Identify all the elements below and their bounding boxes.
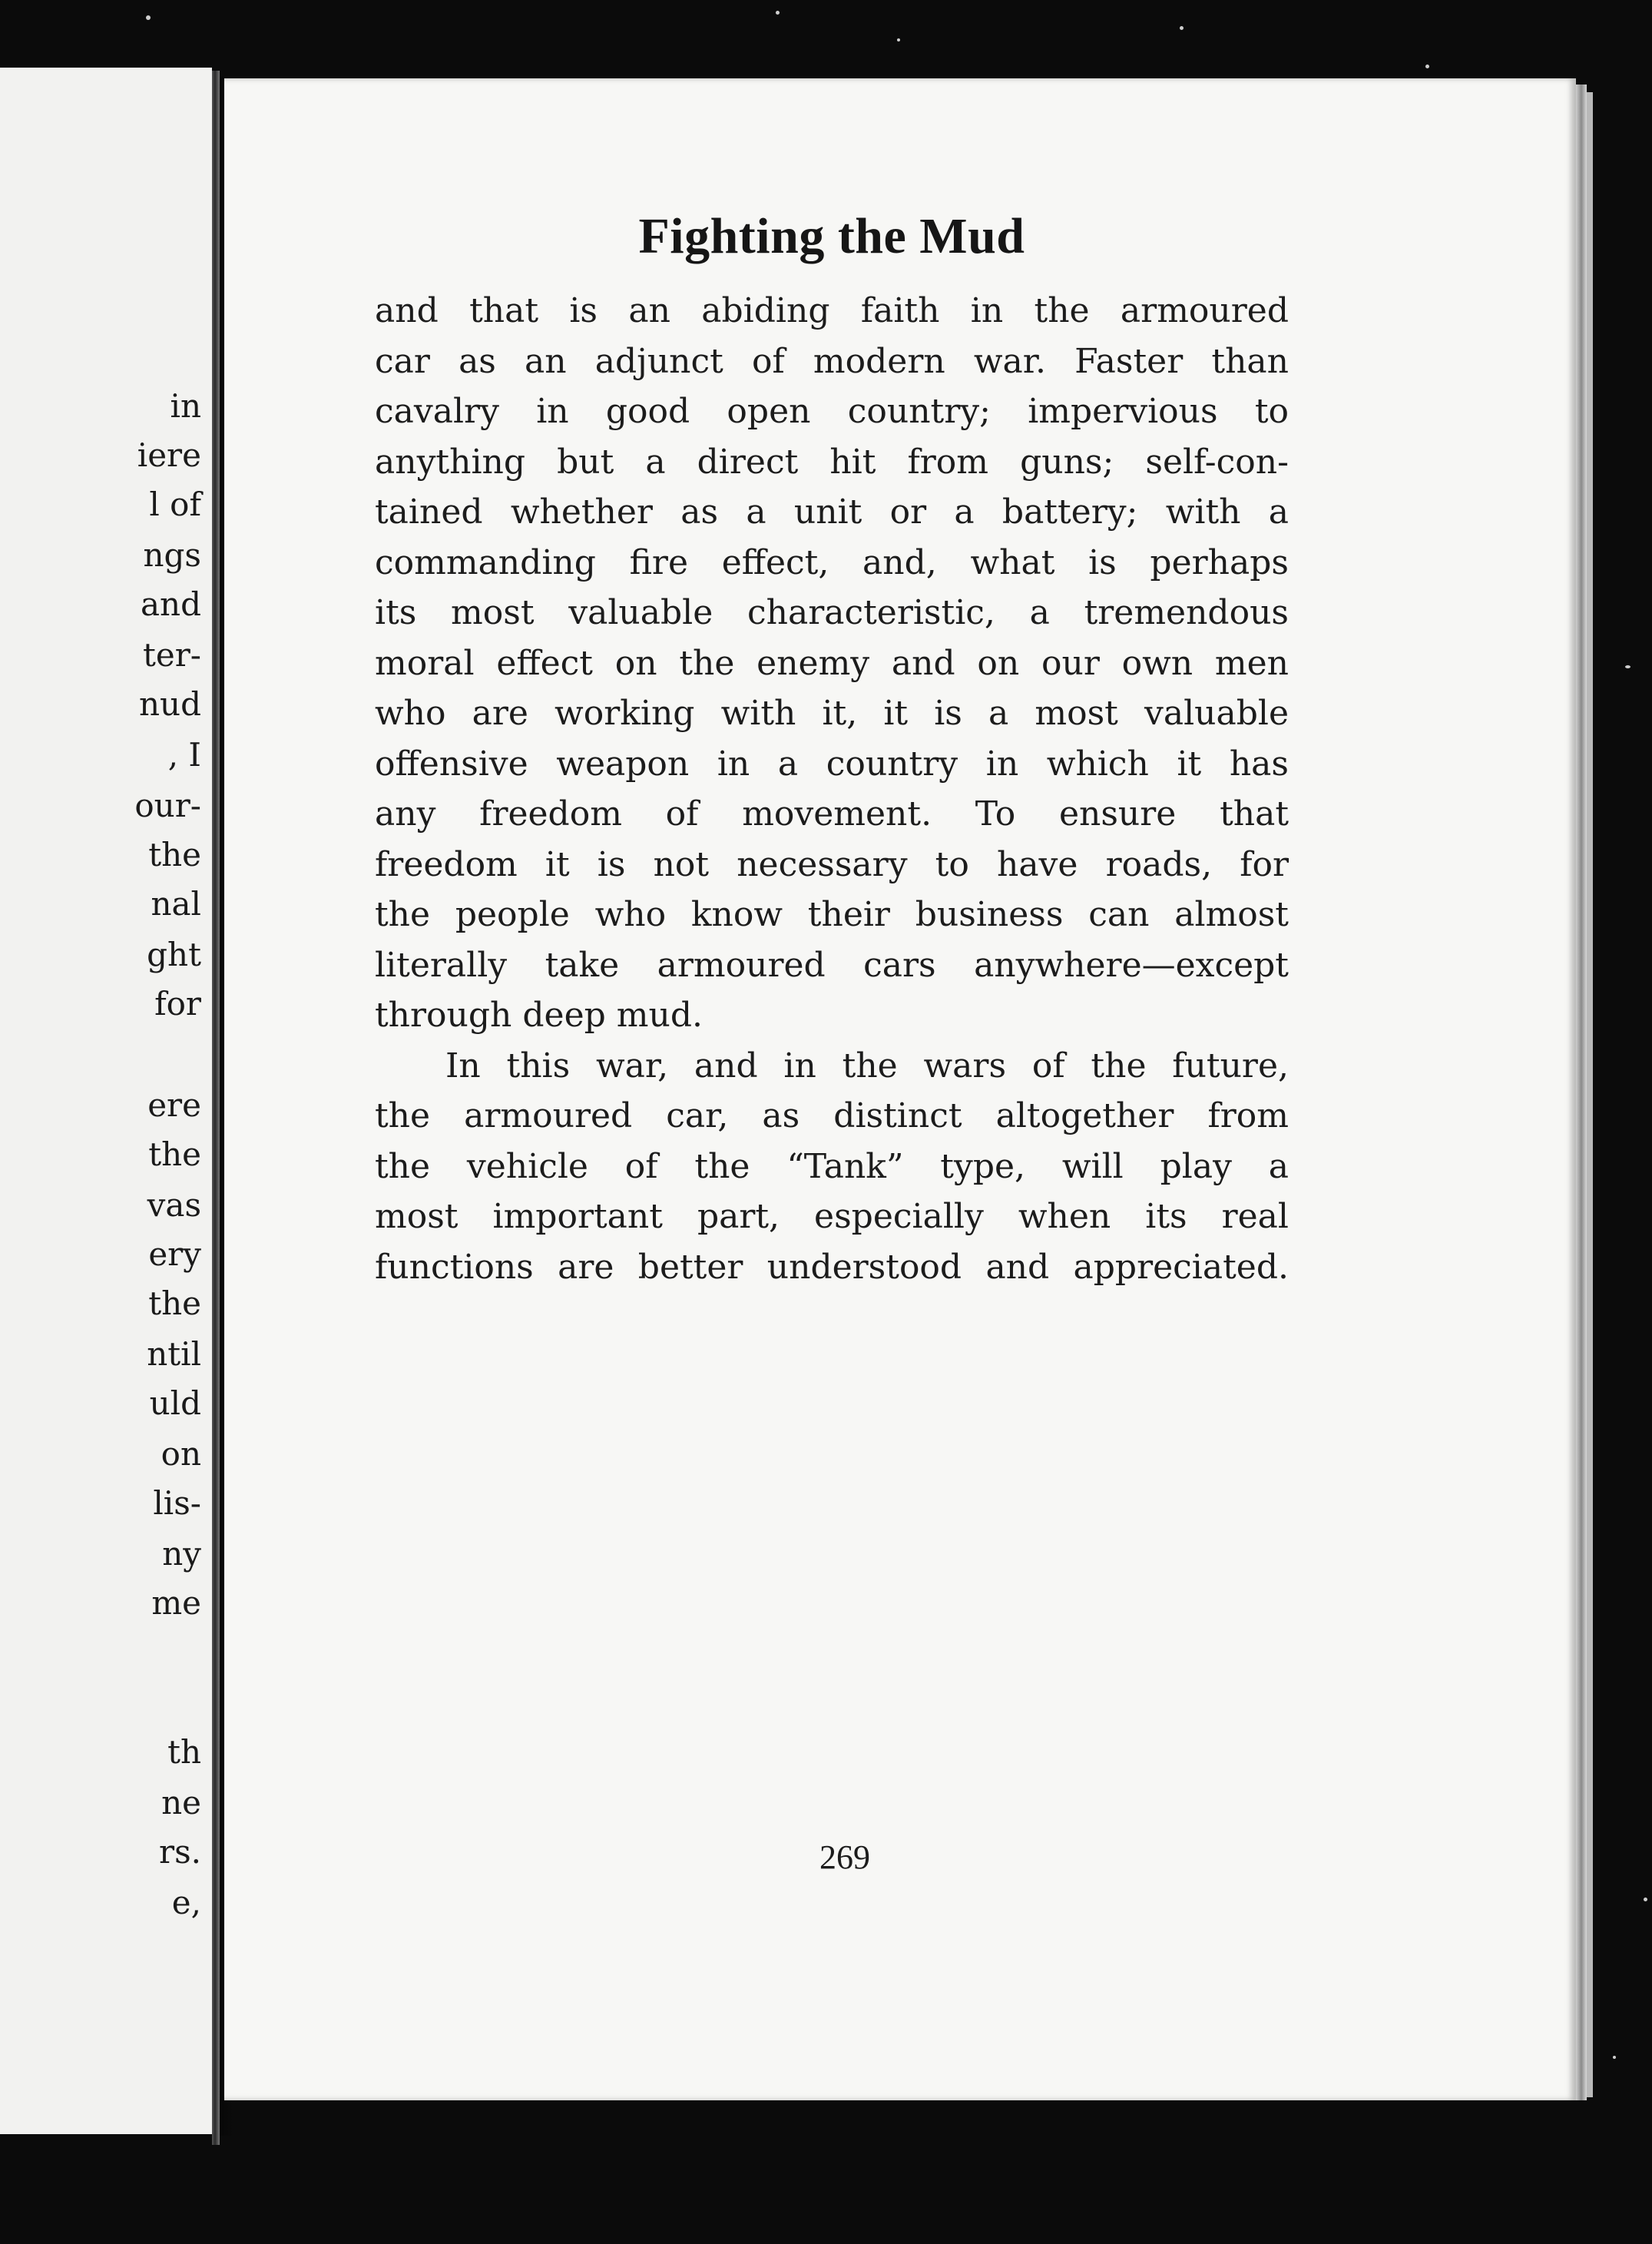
left-page-fragment: ere xyxy=(147,1086,201,1124)
text-line: moral effect on the enemy and on our own men xyxy=(375,643,1289,683)
left-page-fragment: ngs xyxy=(143,536,201,574)
dust-speck xyxy=(776,11,780,15)
left-page-fragment: ght xyxy=(147,936,201,973)
left-page-fragment: ntil xyxy=(147,1335,201,1373)
dust-speck xyxy=(1644,1898,1647,1901)
left-page-fragment: l of xyxy=(149,486,201,523)
left-page-fragment: our- xyxy=(134,787,201,824)
text-line: functions are better understood and appreciated. xyxy=(375,1247,1289,1287)
left-page-fragment: the xyxy=(148,1284,201,1322)
text-line: most important part, especially when its real xyxy=(375,1197,1289,1236)
dust-speck xyxy=(1613,2056,1616,2059)
paragraph xyxy=(375,286,1289,1041)
left-page-fragment: for xyxy=(154,985,201,1023)
text-line: any freedom of movement. To ensure that xyxy=(375,794,1289,834)
text-line: the armoured car, as distinct altogether from xyxy=(375,1096,1289,1135)
left-page-fragment: nud xyxy=(139,685,201,723)
left-page-fragment: in xyxy=(170,387,201,425)
text-line: anything but a direct hit from guns; self-con- xyxy=(375,442,1289,482)
text-line: the vehicle of the “Tank” type, will play a xyxy=(375,1146,1289,1186)
page-edge xyxy=(1576,85,1587,2100)
left-page-fragment: vas xyxy=(147,1186,201,1224)
left-page-fragment: uld xyxy=(149,1384,201,1422)
left-page-fragment: , I xyxy=(167,736,201,774)
page-edge-underlay xyxy=(1587,92,1593,2097)
text-line: through deep mud. xyxy=(375,996,703,1035)
dust-speck xyxy=(897,38,900,41)
left-page-fragment: lis- xyxy=(153,1484,201,1522)
paragraph xyxy=(375,1041,1289,1293)
running-head: Fighting the Mud xyxy=(638,208,1025,264)
dust-speck xyxy=(146,15,151,20)
left-page-fragment: rs. xyxy=(159,1833,201,1871)
body-text xyxy=(375,286,1289,1292)
text-line: who are working with it, it is a most valuable xyxy=(375,694,1289,733)
text-line: In this war, and in the wars of the future, xyxy=(445,1046,1289,1086)
left-page-fragment: the xyxy=(148,1135,201,1173)
left-page-fragment: me xyxy=(151,1584,201,1622)
text-line: car as an adjunct of modern war. Faster than xyxy=(375,341,1289,381)
page-number: 269 xyxy=(819,1838,870,1876)
text-line: its most valuable characteristic, a tremendous xyxy=(375,593,1289,632)
left-page-fragment: the xyxy=(148,836,201,873)
text-line: offensive weapon in a country in which it has xyxy=(375,744,1289,784)
left-page-fragment: iere xyxy=(137,436,201,474)
text-line: literally take armoured cars anywhere—except xyxy=(375,945,1289,985)
left-page-fragment: ne xyxy=(161,1784,201,1821)
dust-speck xyxy=(1625,665,1630,668)
dust-speck xyxy=(1425,65,1429,68)
left-page-fragment: nal xyxy=(151,885,201,923)
left-page-fragment: on xyxy=(161,1435,201,1473)
book-gutter xyxy=(212,71,220,2145)
text-line: the people who know their business can almost xyxy=(375,895,1289,934)
left-facing-page xyxy=(0,68,212,2134)
text-line: commanding fire effect, and, what is perhaps xyxy=(375,542,1289,582)
text-line: freedom it is not necessary to have roads, for xyxy=(375,844,1289,884)
text-line: cavalry in good open country; impervious to xyxy=(375,392,1289,431)
left-page-fragment: ny xyxy=(162,1535,201,1573)
dust-speck xyxy=(1180,26,1184,30)
left-page-fragment: ery xyxy=(148,1235,201,1273)
left-page-fragment: and xyxy=(141,585,201,623)
left-page-fragment: ter- xyxy=(142,636,201,674)
text-line: and that is an abiding faith in the armoured xyxy=(375,291,1289,330)
text-line: tained whether as a unit or a battery; with a xyxy=(375,492,1289,532)
left-page-fragment: e, xyxy=(171,1884,201,1921)
left-page-fragment: th xyxy=(167,1733,201,1771)
